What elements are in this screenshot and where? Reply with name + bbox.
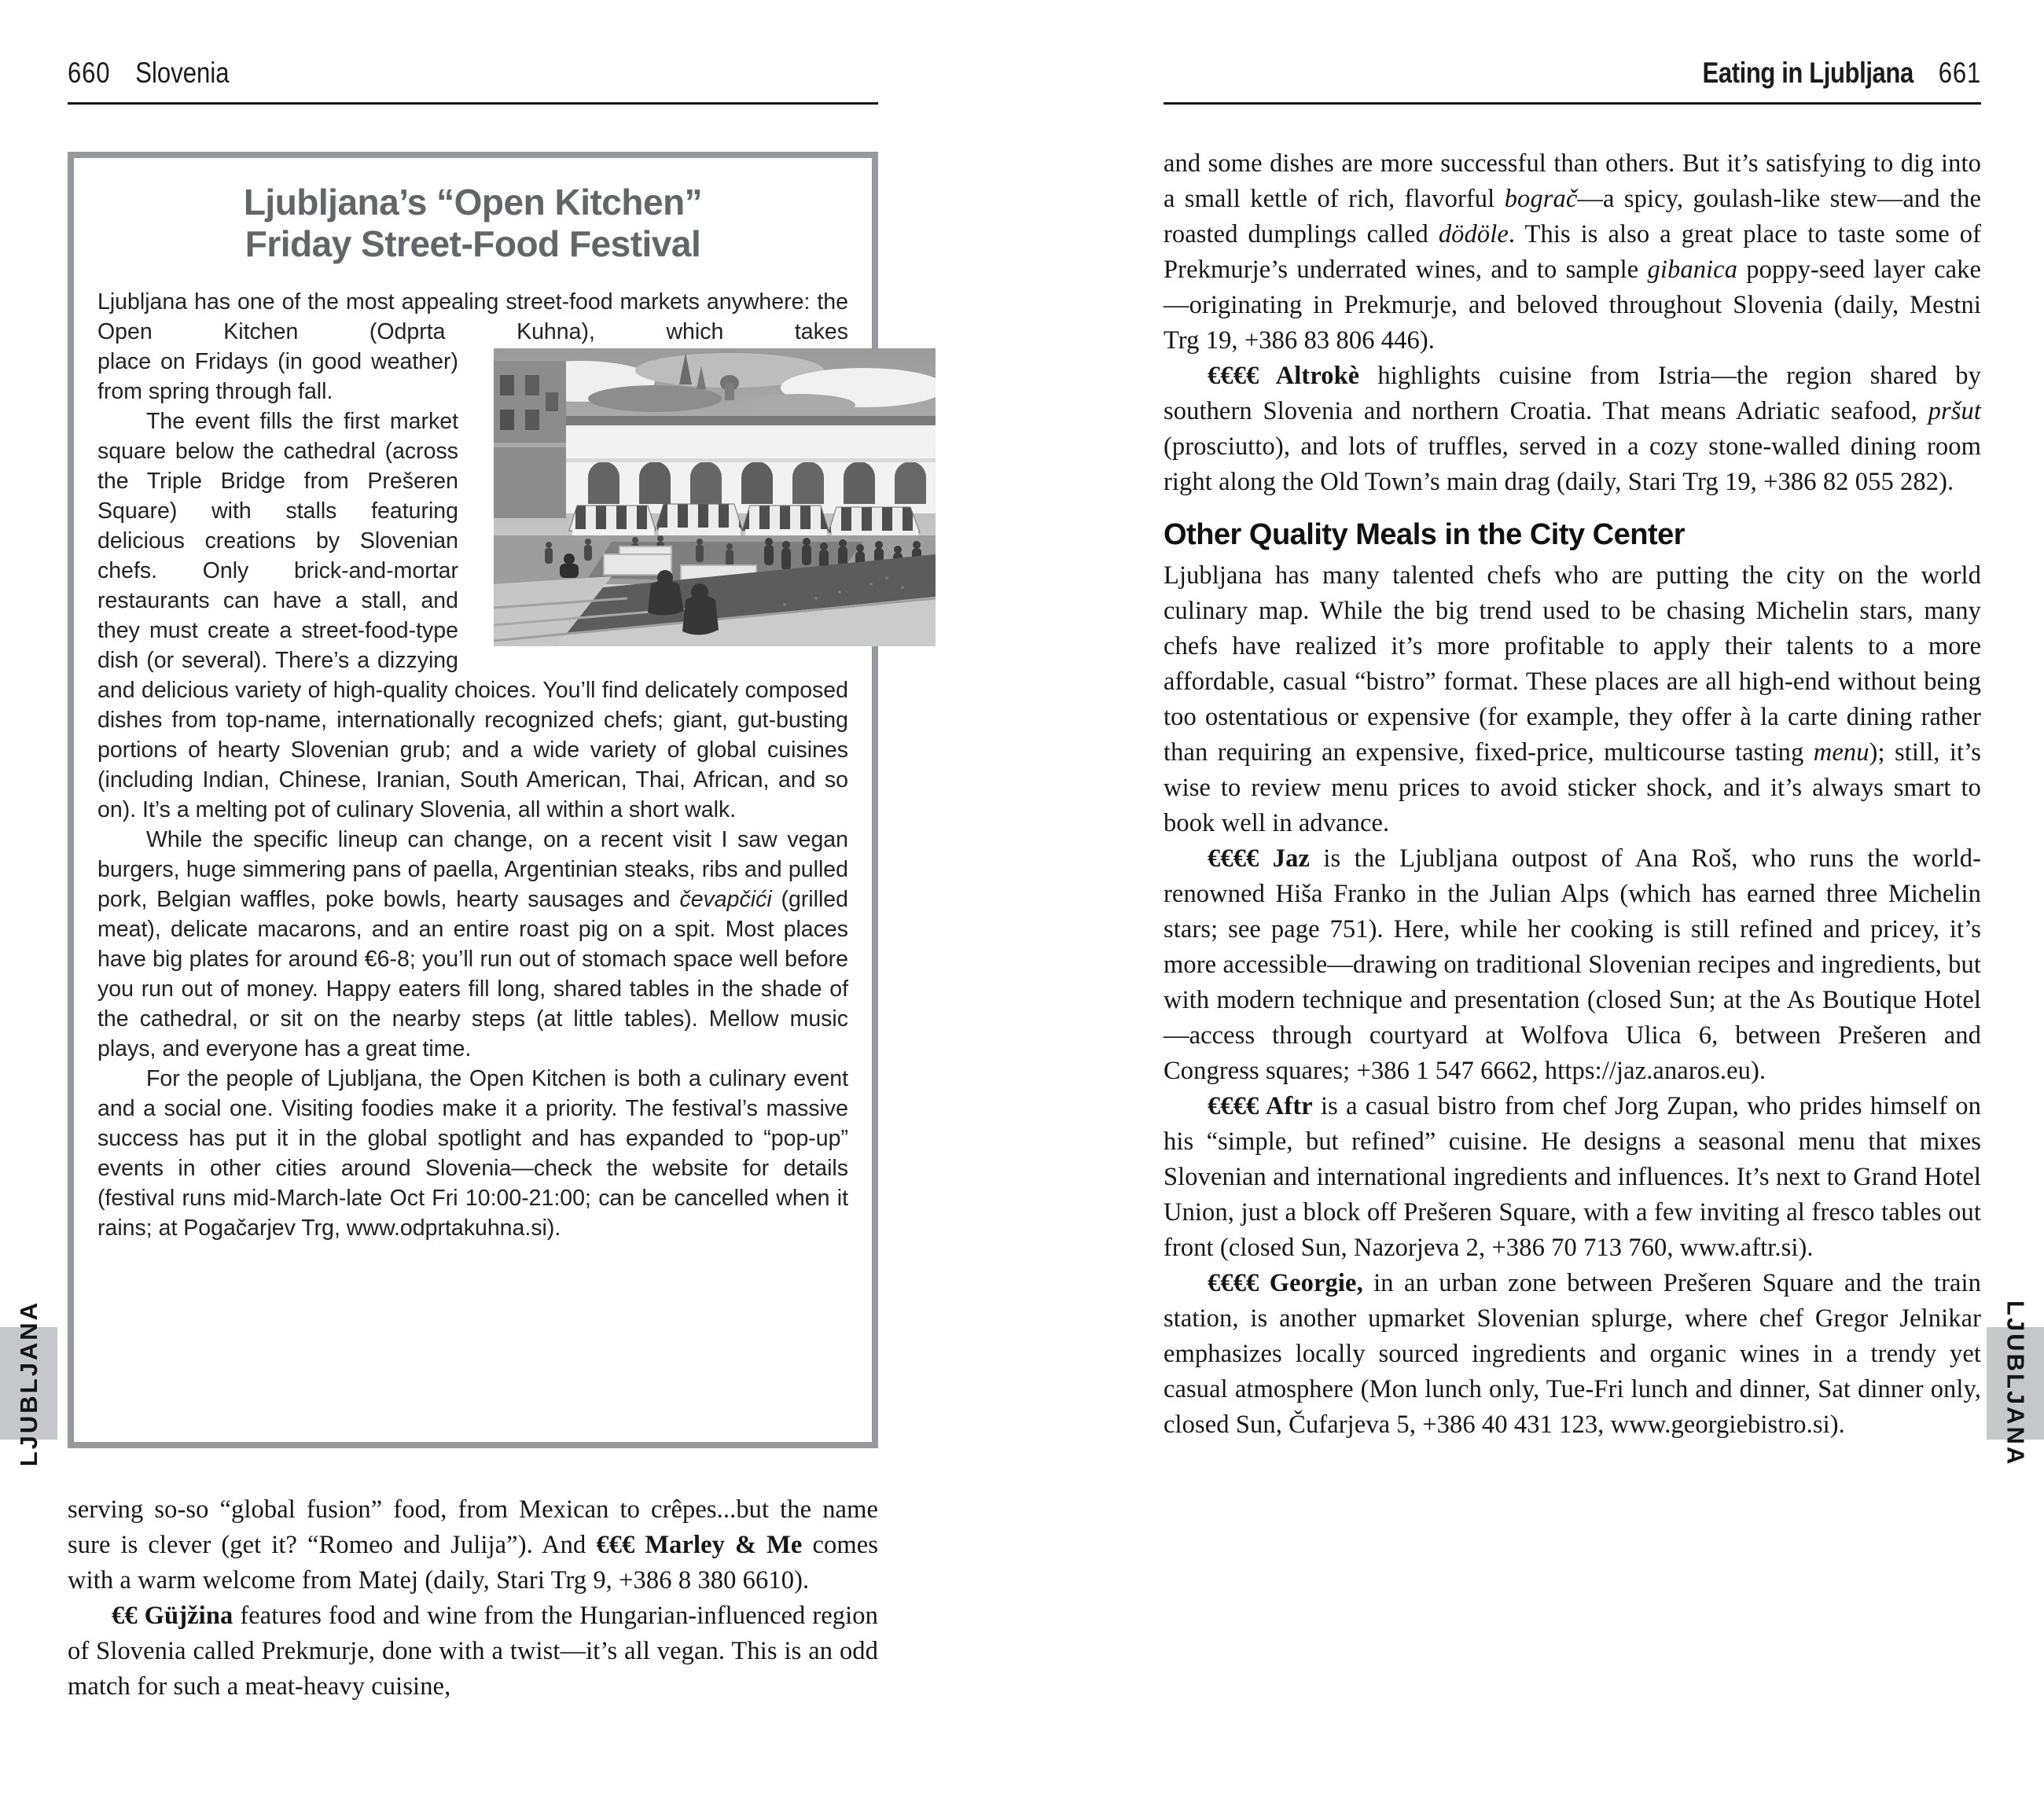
left-header-rule	[68, 102, 878, 105]
body-paragraph: €€€€ Aftr is a casual bistro from chef Jorg Zupan, who prides himself on his “simple, but refined” cuisine. He designs a seasonal menu that mixes Slovenian and international ingredients and influences. It’s next to Grand Hotel Union, just a block off Prešeren Square, with a few inviting al fresco tables out front (closed Sun, Nazorjeva 2, +386 70 713 760, www.aftr.si).	[1164, 1092, 1981, 1262]
body-paragraph: €€€€ Altrokè highlights cuisine from Istria—the region shared by southern Slovenia and northern Croatia. That means Adriatic seafood, pršut (prosciutto), and lots of truffles, served in a cozy stone-walled dining room right along the Old Town’s main drag (daily, Stari Trg 19, +386 82 055 282).	[1164, 362, 1981, 496]
right-page-number: 661	[1938, 57, 1981, 89]
left-running-head	[68, 57, 260, 90]
body-paragraph: €€ Güjžina features food and wine from the Hungarian-influenced region of Slovenia called Prekmurje, done with a twist—it’s all vegan. This is an odd match for such a meat-heavy cuisine,	[68, 1602, 878, 1701]
left-section-title: Slovenia	[135, 57, 230, 89]
body-paragraph: Ljubljana has many talented chefs who are putting the city on the world culinary map. While the big trend used to be chasing Michelin stars, many chefs have realized it’s more profitable to apply their talents to a more affordable, casual “bistro” format. These places are all high-end without being too ostentatious or expensive (for example, they offer à la carte dining rather than requiring an expensive, fixed-price, multicourse tasting menu); still, it’s wise to review menu prices to avoid sticker shock, and it’s always smart to book well in advance.	[1164, 561, 1981, 837]
chapter-tab-right	[1987, 1300, 2044, 1467]
sidebar-paragraph: For the people of Ljubljana, the Open Kitchen is both a culinary event and a social one. Visiting foodies make it a priority. The festival’s massive success has put it in the global spotlight and has expanded to “pop-up” events in other cities around Slovenia—check the website for details (festival runs mid-March-late Oct Fri 10:00-21:00; can be cancelled when it rains; at Pogačarjev Trg, www.odprtakuhna.si).	[97, 1066, 848, 1241]
sidebar-paragraph: The event fills the first market square below the cathedral (across the Triple Bridge from Prešeren Square) with stalls featuring delicious creations by Slovenian chefs. Only brick-and-mortar restaurants can have a stall, and they must create a street-food-type dish (or several). There’s a dizzying and delicious variety of high-quality choices. You’ll find delicately composed dishes from top-name, internationally recognized chefs; giant, gut-busting portions of hearty Slovenian grub; and a wide variety of global cuisines (including Indian, Chinese, Iranian, South American, Thai, African, and so on). It’s a melting pot of culinary Slovenia, all within a short walk.	[97, 409, 848, 822]
section-heading: Other Quality Meals in the City Center	[1164, 518, 1686, 551]
body-paragraph: €€€€ Georgie, in an urban zone between Prešeren Square and the train station, is another upmarket Slovenian splurge, where chef Gregor Jelnikar emphasizes locally sourced ingredients and organic wines in a trendy yet casual atmosphere (Mon lunch only, Tue-Fri lunch and dinner, Sat dinner only, closed Sun, Čufarjeva 5, +386 40 431 123, www.georgiebistro.si).	[1164, 1269, 1981, 1439]
right-running-head	[1164, 57, 1981, 90]
sidebar-intro: Ljubljana has one of the most appealing street-food markets anywhere: the Open Kitchen (Odprta Kuhna), which takes	[97, 289, 848, 344]
left-column-bottom-text	[68, 1492, 878, 1705]
sidebar-title	[97, 182, 848, 265]
left-page-number: 660	[68, 57, 111, 89]
open-kitchen-sidebar-box	[68, 152, 878, 1448]
body-paragraph: and some dishes are more successful than others. But it’s satisfying to dig into a small kettle of rich, flavorful bograč—a spicy, goulash-like stew—and the roasted dumplings called dödöle. This is also a great place to taste some of Prekmurje’s underrated wines, and to sample gibanica poppy-seed layer cake—originating in Prekmurje, and beloved throughout Slovenia (daily, Mestni Trg 19, +386 83 806 446).	[1164, 149, 1982, 355]
sidebar-paragraph: place on Fridays (in good weather) from spring through fall.	[97, 349, 458, 404]
open-kitchen-photo	[494, 348, 936, 646]
chapter-tab-label: LJUBLJANA	[14, 1300, 42, 1467]
right-header-title: Eating in Ljubljana	[1702, 57, 1913, 89]
chapter-tab-label: LJUBLJANA	[2002, 1300, 2030, 1467]
right-column-text	[1164, 146, 1981, 1443]
sidebar-title-line2: Friday Street-Food Festival	[244, 223, 701, 264]
sidebar-paragraph: While the specific lineup can change, on a recent visit I saw vegan burgers, huge simmering pans of paella, Argentinian steaks, ribs and pulled pork, Belgian waffles, poke bowls, hearty sausages and čevapčići (grilled meat), delicate macarons, and an entire roast pig on a spit. Most places have big plates for around €6-8; you’ll run out of stomach space well before you run out of money. Happy eaters fill long, shared tables in the shade of the cathedral, or sit on the nearby steps (at little tables). Mellow music plays, and everyone has a great time.	[97, 827, 849, 1061]
body-paragraph: €€€€ Jaz is the Ljubljana outpost of Ana Roš, who runs the world-renowned Hiša Franko in the Julian Alps (which has earned three Michelin stars; see page 751). Here, while her cooking is still refined and pricey, it’s more accessible—drawing on traditional Slovenian recipes and ingredients, but with modern technique and presentation (closed Sun; at the As Boutique Hotel—access through courtyard at Wolfova Ulica 6, between Prešeren and Congress squares; +386 1 547 6662, https://jaz.anaros.eu).	[1164, 844, 1981, 1085]
body-paragraph: serving so-so “global fusion” food, from Mexican to crêpes...but the name sure is clever (get it? “Romeo and Julija”). And €€€ Marley & Me comes with a warm welcome from Matej (daily, Stari Trg 9, +386 8 380 6610).	[68, 1495, 878, 1594]
chapter-tab-left	[0, 1300, 57, 1467]
right-header-rule	[1164, 102, 1981, 105]
sidebar-title-line1: Ljubljana’s “Open Kitchen”	[243, 182, 703, 223]
